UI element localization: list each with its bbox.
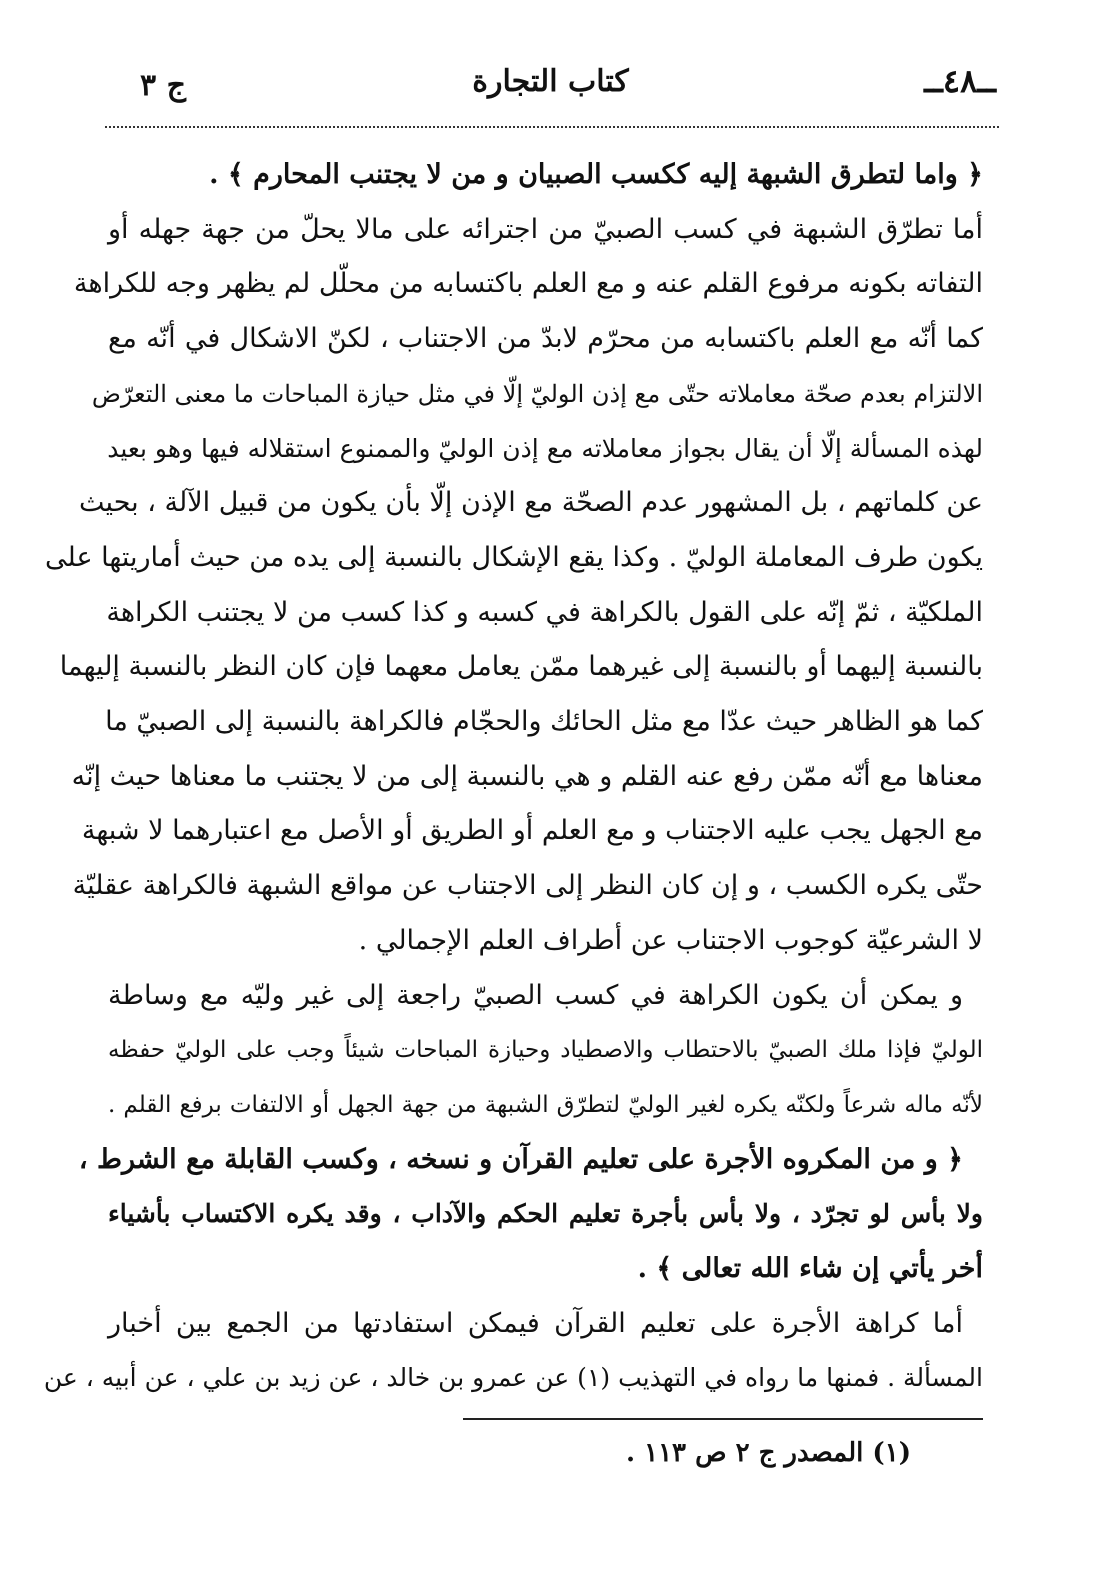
- heading-line: ولا بأس لو تجرّد ، ولا بأس بأجرة تعليم الحكم والآداب ، وقد يكره الاكتساب بأشياء: [108, 1199, 983, 1229]
- text-line: عن كلماتهم ، بل المشهور عدم الصحّة مع الإذن إلّا بأن يكون من قبيل الآلة ، بحيث: [79, 487, 983, 519]
- footnote: (١) المصدر ج ٢ ص ١١٣ .: [626, 1438, 911, 1468]
- heading-line: أخر يأتي إن شاء الله تعالى ﴾ .: [637, 1253, 983, 1285]
- text-line: لأنّه ماله شرعاً ولكنّه يكره لغير الوليّ لتطرّق الشبهة من جهة الجهل أو الالتفات برفع القلم .: [108, 1091, 983, 1118]
- text-line: لا الشرعيّة كوجوب الاجتناب عن أطراف العلم الإجمالي .: [358, 924, 983, 956]
- page-header: [105, 58, 996, 118]
- heading-line: ﴿ و من المكروه الأجرة على تعليم القرآن و نسخه ، وكسب القابلة مع الشرط ،: [78, 1143, 963, 1175]
- text-line: و يمكن أن يكون الكراهة في كسب الصبيّ راجعة إلى غير وليّه مع وساطة: [108, 979, 963, 1011]
- text-line: يكون طرف المعاملة الوليّ . وكذا يقع الإشكال بالنسبة إلى يده من حيث أماريتها على: [45, 541, 983, 573]
- text-line: أما كراهة الأجرة على تعليم القرآن فيمكن استفادتها من الجمع بين أخبار: [108, 1307, 963, 1339]
- text-line: التفاته بكونه مرفوع القلم عنه و مع العلم باكتسابه من محلّل لم يظهر وجه للكراهة: [73, 268, 983, 300]
- text-line: الالتزام بعدم صحّة معاملاته حتّى مع إذن الوليّ إلّا في مثل حيازة المباحات ما معنى التعرّض: [91, 379, 983, 408]
- text-line: معناها مع أنّه ممّن رفع عنه القلم و هي بالنسبة إلى من لا يجتنب ما معناها حيث إنّه: [71, 760, 983, 792]
- header-divider: [105, 126, 999, 128]
- text-line: كما هو الظاهر حيث عدّا مع مثل الحائك والحجّام فالكراهة بالنسبة إلى الصبيّ ما: [105, 706, 983, 738]
- footnote-divider: [463, 1418, 983, 1420]
- heading-line: ﴿ واما لتطرق الشبهة إليه ككسب الصبيان و من لا يجتنب المحارم ﴾ .: [209, 159, 983, 190]
- text-line: الملكيّة ، ثمّ إنّه على القول بالكراهة في كسبه و كذا كسب من لا يجتنب الكراهة: [106, 596, 983, 628]
- text-line: مع الجهل يجب عليه الاجتناب و مع العلم أو الطريق أو الأصل مع اعتبارهما لا شبهة: [81, 815, 983, 847]
- page-number: ــ٤٨ــ: [924, 62, 996, 100]
- text-line: أما تطرّق الشبهة في كسب الصبيّ من اجترائه على مالا يحلّ من جهة جهله أو: [108, 213, 983, 245]
- volume-label: ج ٣: [140, 68, 186, 103]
- main-text: [43, 148, 983, 1406]
- text-line: حتّى يكره الكسب ، و إن كان النظر إلى الاجتناب عن مواقع الشبهة فالكراهة عقليّة: [72, 870, 983, 902]
- text-line: بالنسبة إليهما أو بالنسبة إلى غيرهما ممّن يعامل معهما فإن كان النظر بالنسبة إليهما: [59, 651, 983, 683]
- book-title: كتاب التجارة: [472, 64, 629, 99]
- text-line: لهذه المسألة إلّا أن يقال بجواز معاملاته مع إذن الوليّ والممنوع استقلاله فيها وهو بعيد: [107, 433, 983, 463]
- text-line: الوليّ فإذا ملك الصبيّ بالاحتطاب والاصطياد وحيازة المباحات شيئاً وجب على الوليّ حفظه: [108, 1037, 983, 1064]
- text-line: المسألة . فمنها ما رواه في التهذيب (١) عن عمرو بن خالد ، عن زيد بن علي ، عن أبيه ، عن: [43, 1363, 983, 1393]
- text-line: كما أنّه مع العلم باكتسابه من محرّم لابدّ من الاجتناب ، لكنّ الاشكال في أنّه مع: [108, 323, 983, 355]
